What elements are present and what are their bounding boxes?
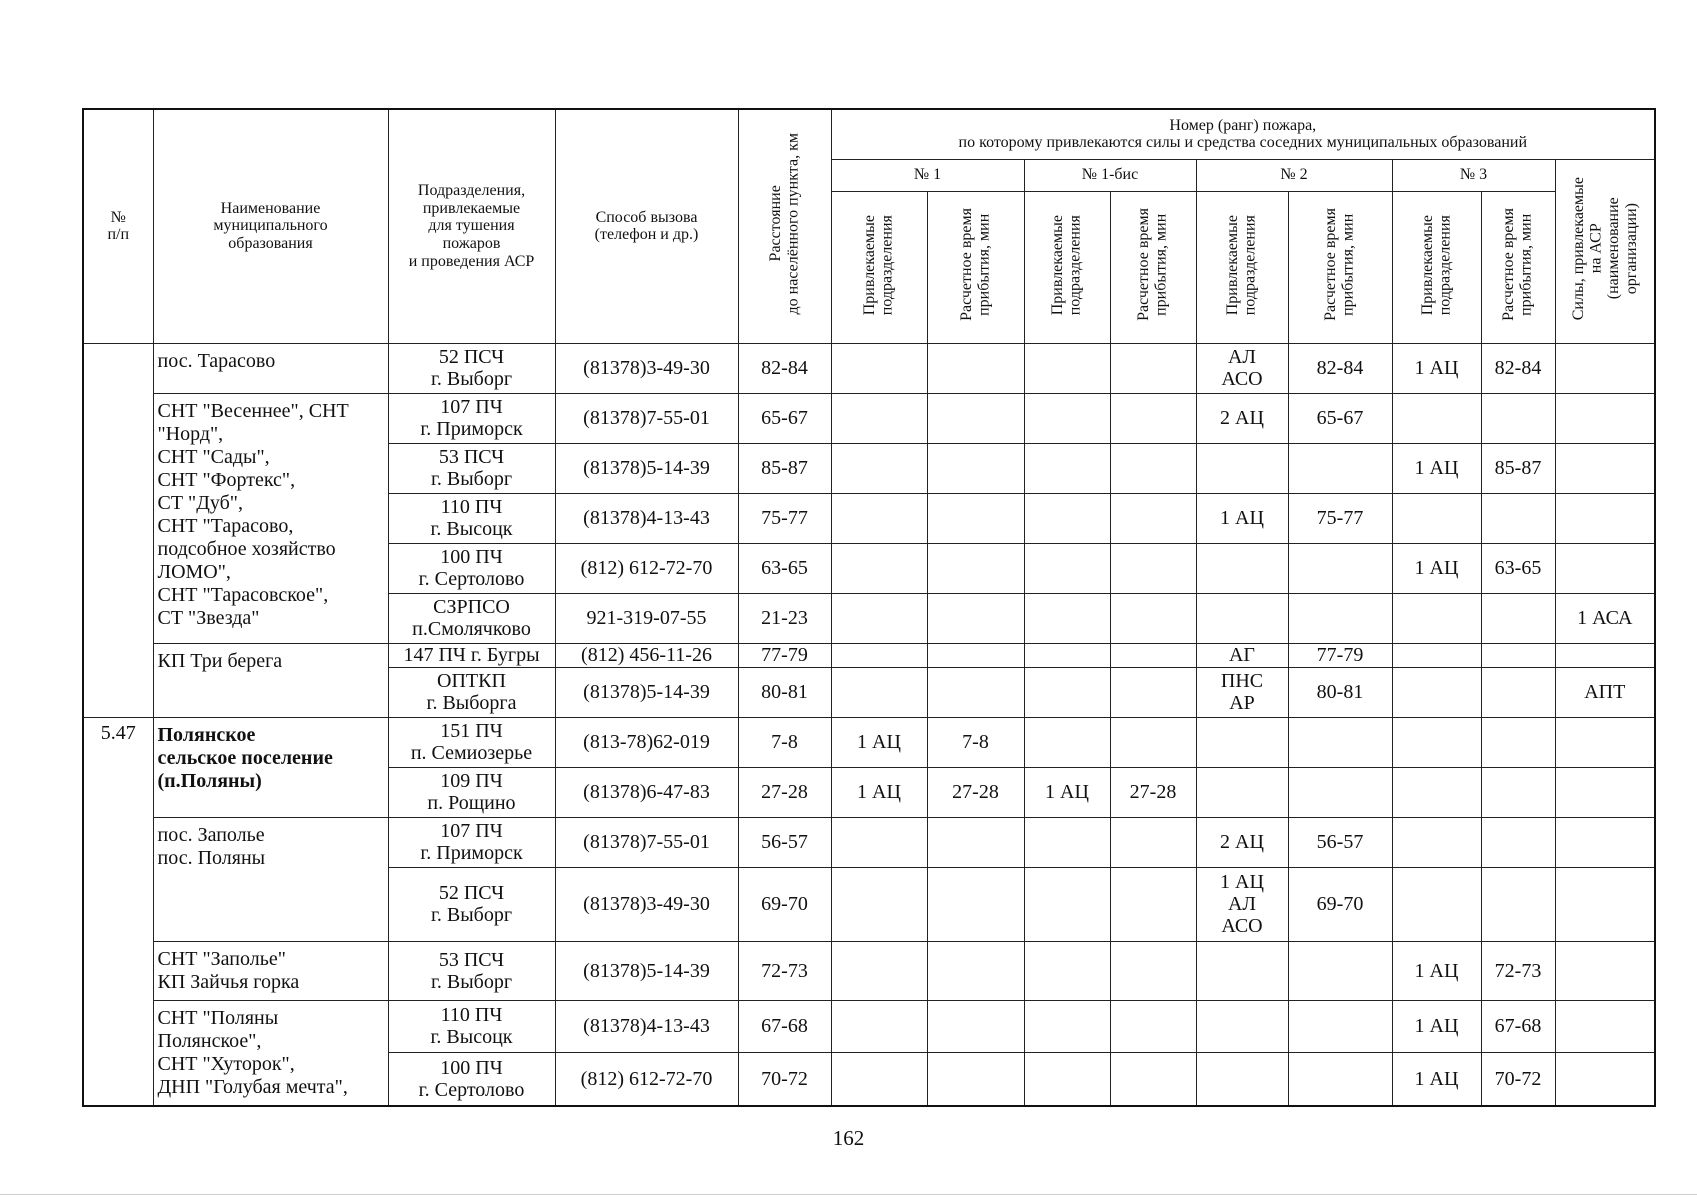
rank-3-time-cell	[1481, 393, 1555, 443]
distance-cell: 21-23	[738, 593, 831, 643]
distance-cell: 67-68	[738, 1000, 831, 1053]
rank-1bis-time-cell	[1110, 343, 1196, 393]
rank-3-units-cell	[1392, 393, 1481, 443]
rank-3-units-cell	[1392, 667, 1481, 717]
rank-1-units-cell	[831, 643, 927, 667]
rank-1-units-cell	[831, 867, 927, 941]
scan-artifact	[0, 1194, 1697, 1195]
rank-2-units-cell	[1196, 1000, 1288, 1053]
header-rank-1-time	[927, 191, 1024, 343]
asr-forces-cell	[1555, 493, 1655, 543]
unit-cell: 100 ПЧ г. Сертолово	[388, 543, 555, 593]
unit-cell: 52 ПСЧ г. Выборг	[388, 343, 555, 393]
header-units: Подразделения, привлекаемые для тушения пожаров и проведения АСР	[388, 109, 555, 343]
table-row	[83, 941, 1655, 1000]
unit-cell: 147 ПЧ г. Бугры	[388, 643, 555, 667]
phone-cell: (812) 612-72-70	[555, 543, 738, 593]
unit-cell: 107 ПЧ г. Приморск	[388, 393, 555, 443]
asr-forces-cell	[1555, 817, 1655, 867]
polyany-places-2-text: СНТ "Заполье" КП Зайчья горка	[157, 947, 300, 993]
rank-2-units-cell: 1 АЦ	[1196, 493, 1288, 543]
rank-1-time-cell	[927, 643, 1024, 667]
header-rank-3: № 3	[1392, 159, 1555, 191]
rank-2-time-cell	[1288, 717, 1392, 767]
phone-cell: (813-78)62-019	[555, 717, 738, 767]
phone-cell: (81378)5-14-39	[555, 667, 738, 717]
rank-1-time-cell	[927, 443, 1024, 493]
section-number: 5.47	[83, 717, 153, 1106]
asr-forces-cell	[1555, 941, 1655, 1000]
distance-cell: 70-72	[738, 1053, 831, 1106]
rank-1bis-time-cell	[1110, 543, 1196, 593]
rank-1-time-cell	[927, 493, 1024, 543]
distance-cell: 7-8	[738, 717, 831, 767]
rank-2-units-cell: АЛ АСО	[1196, 343, 1288, 393]
unit-cell: 53 ПСЧ г. Выборг	[388, 941, 555, 1000]
rank-2-units-cell	[1196, 593, 1288, 643]
rank-1bis-time-cell	[1110, 717, 1196, 767]
tarasovo-places-2	[153, 393, 388, 643]
header-rank-1-time-text: Расчетное время прибытия, мин	[957, 208, 993, 322]
asr-forces-cell	[1555, 343, 1655, 393]
asr-forces-cell	[1555, 717, 1655, 767]
rank-1-time-cell	[927, 667, 1024, 717]
rank-2-units-cell	[1196, 1053, 1288, 1106]
header-rank-2-time-text: Расчетное время прибытия, мин	[1322, 208, 1357, 322]
rank-1bis-units-cell: 1 АЦ	[1024, 767, 1110, 817]
rank-1-units-cell: 1 АЦ	[831, 767, 927, 817]
rank-1bis-units-cell	[1024, 543, 1110, 593]
rank-3-time-cell	[1481, 867, 1555, 941]
rank-3-time-cell	[1481, 493, 1555, 543]
rank-1-time-cell	[927, 1000, 1024, 1053]
rank-2-time-cell	[1288, 767, 1392, 817]
header-rank-3-units	[1392, 191, 1481, 343]
rank-1bis-units-cell	[1024, 393, 1110, 443]
unit-cell: 52 ПСЧ г. Выборг	[388, 867, 555, 941]
rank-3-time-cell: 72-73	[1481, 941, 1555, 1000]
phone-cell: (81378)4-13-43	[555, 493, 738, 543]
rank-2-units-cell	[1196, 941, 1288, 1000]
distance-cell: 72-73	[738, 941, 831, 1000]
rank-2-time-cell	[1288, 1000, 1392, 1053]
rank-1bis-time-cell	[1110, 867, 1196, 941]
rank-2-time-cell	[1288, 443, 1392, 493]
rank-1bis-units-cell	[1024, 343, 1110, 393]
rank-3-units-cell	[1392, 767, 1481, 817]
rank-3-units-cell: 1 АЦ	[1392, 941, 1481, 1000]
rank-3-units-cell: 1 АЦ	[1392, 343, 1481, 393]
phone-cell: (81378)7-55-01	[555, 817, 738, 867]
phone-cell: (81378)3-49-30	[555, 867, 738, 941]
rank-1-units-cell	[831, 593, 927, 643]
phone-cell: (81378)5-14-39	[555, 941, 738, 1000]
rank-3-time-cell	[1481, 643, 1555, 667]
distance-cell: 85-87	[738, 443, 831, 493]
rank-2-time-cell: 75-77	[1288, 493, 1392, 543]
unit-cell: 110 ПЧ г. Высоцк	[388, 1000, 555, 1053]
asr-forces-cell	[1555, 1000, 1655, 1053]
rank-2-time-cell: 56-57	[1288, 817, 1392, 867]
phone-cell: (81378)7-55-01	[555, 393, 738, 443]
rank-1-time-cell	[927, 393, 1024, 443]
rank-2-time-cell	[1288, 941, 1392, 1000]
tarasovo-places-3-text: КП Три берега	[157, 649, 283, 672]
page-number: 162	[832, 1126, 865, 1150]
rank-3-time-cell	[1481, 767, 1555, 817]
header-rank-1bis-units	[1024, 191, 1110, 343]
header-asr-text: Силы, привлекаемые на АСР (наименование организации)	[1569, 177, 1640, 321]
table-body	[83, 343, 1655, 1106]
distance-cell: 65-67	[738, 393, 831, 443]
asr-forces-cell	[1555, 643, 1655, 667]
header-rank-2: № 2	[1196, 159, 1392, 191]
header-rank-1-units	[831, 191, 927, 343]
rank-1bis-units-cell	[1024, 443, 1110, 493]
rank-1-units-cell	[831, 493, 927, 543]
header-distance	[738, 109, 831, 343]
rank-3-time-cell	[1481, 667, 1555, 717]
rank-1bis-time-cell: 27-28	[1110, 767, 1196, 817]
phone-cell: (81378)4-13-43	[555, 1000, 738, 1053]
rank-2-units-cell: ПНС АР	[1196, 667, 1288, 717]
distance-cell: 69-70	[738, 867, 831, 941]
rank-1bis-time-cell	[1110, 593, 1196, 643]
unit-cell: 109 ПЧ п. Рощино	[388, 767, 555, 817]
rank-3-units-cell	[1392, 817, 1481, 867]
distance-cell: 63-65	[738, 543, 831, 593]
rank-1bis-units-cell	[1024, 493, 1110, 543]
rank-1bis-units-cell	[1024, 1000, 1110, 1053]
rank-2-units-cell: 2 АЦ	[1196, 393, 1288, 443]
header-rank-1bis-time-text: Расчетное время прибытия, мин	[1135, 208, 1170, 322]
asr-forces-cell	[1555, 867, 1655, 941]
rank-1bis-units-cell	[1024, 867, 1110, 941]
rank-1-units-cell	[831, 1000, 927, 1053]
rank-1bis-units-cell	[1024, 1053, 1110, 1106]
phone-cell: 921-319-07-55	[555, 593, 738, 643]
header-number: № п/п	[83, 109, 153, 343]
unit-cell: 53 ПСЧ г. Выборг	[388, 443, 555, 493]
polyany-places-1	[153, 817, 388, 941]
rank-1bis-time-cell	[1110, 941, 1196, 1000]
header-mo-name: Наименование муниципального образования	[153, 109, 388, 343]
header-asr	[1555, 159, 1655, 343]
rank-1-time-cell	[927, 867, 1024, 941]
rank-1-units-cell	[831, 393, 927, 443]
rank-3-time-cell	[1481, 593, 1555, 643]
rank-1-units-cell	[831, 941, 927, 1000]
rank-3-units-cell	[1392, 593, 1481, 643]
rank-1-units-cell	[831, 443, 927, 493]
header-rank-3-time	[1481, 191, 1555, 343]
rank-3-units-cell	[1392, 493, 1481, 543]
tarasovo-places-1	[153, 343, 388, 393]
rank-1-time-cell	[927, 941, 1024, 1000]
rank-2-units-cell: АГ	[1196, 643, 1288, 667]
rank-2-time-cell: 77-79	[1288, 643, 1392, 667]
rank-1-time-cell: 7-8	[927, 717, 1024, 767]
rank-1bis-units-cell	[1024, 941, 1110, 1000]
header-fire-rank: Номер (ранг) пожара, по которому привлекаются силы и средства соседних муниципальных образований	[831, 109, 1655, 159]
header-rank-3-time-text: Расчетное время прибытия, мин	[1500, 208, 1535, 322]
header-call-method: Способ вызова (телефон и др.)	[555, 109, 738, 343]
rank-3-units-cell: 1 АЦ	[1392, 1000, 1481, 1053]
rank-1-time-cell	[927, 543, 1024, 593]
header-rank-2-time	[1288, 191, 1392, 343]
distance-cell: 56-57	[738, 817, 831, 867]
rank-2-units-cell	[1196, 767, 1288, 817]
table-row	[83, 343, 1655, 393]
rank-1-time-cell	[927, 1053, 1024, 1106]
rank-3-units-cell: 1 АЦ	[1392, 1053, 1481, 1106]
rank-3-units-cell	[1392, 867, 1481, 941]
rank-3-time-cell: 63-65	[1481, 543, 1555, 593]
rank-1bis-time-cell	[1110, 1000, 1196, 1053]
distance-cell: 80-81	[738, 667, 831, 717]
rank-1bis-time-cell	[1110, 393, 1196, 443]
rank-1-units-cell	[831, 1053, 927, 1106]
tarasovo-places-3	[153, 643, 388, 717]
polyany-places-3-text: СНТ "Поляны Полянское", СНТ "Хуторок", ДНП "Голубая мечта",	[157, 1006, 348, 1098]
rank-1bis-units-cell	[1024, 717, 1110, 767]
table-row	[83, 1000, 1655, 1053]
polyany-title: Полянское сельское поселение (п.Поляны)	[157, 723, 333, 792]
asr-forces-cell	[1555, 1053, 1655, 1106]
table-row	[83, 643, 1655, 667]
rank-3-units-cell	[1392, 717, 1481, 767]
asr-forces-cell	[1555, 393, 1655, 443]
header-rank-2-units	[1196, 191, 1288, 343]
header-distance-text: Расстояние до населённого пункта, км	[766, 133, 802, 315]
rank-1-time-cell: 27-28	[927, 767, 1024, 817]
rank-2-time-cell	[1288, 1053, 1392, 1106]
rank-1bis-units-cell	[1024, 643, 1110, 667]
polyany-places-2	[153, 941, 388, 1000]
header-rank-1-units-text: Привлекаемые подразделения	[861, 214, 896, 315]
phone-cell: (812) 456-11-26	[555, 643, 738, 667]
asr-forces-cell: 1 АСА	[1555, 593, 1655, 643]
rank-2-time-cell	[1288, 543, 1392, 593]
rank-1bis-time-cell	[1110, 667, 1196, 717]
rank-2-time-cell	[1288, 593, 1392, 643]
rank-2-time-cell: 80-81	[1288, 667, 1392, 717]
rank-2-units-cell: 2 АЦ	[1196, 817, 1288, 867]
rank-3-time-cell: 85-87	[1481, 443, 1555, 493]
header-rank-1bis: № 1-бис	[1024, 159, 1196, 191]
table-row	[83, 817, 1655, 867]
rank-3-time-cell	[1481, 717, 1555, 767]
rank-2-time-cell: 69-70	[1288, 867, 1392, 941]
rank-2-units-cell	[1196, 443, 1288, 493]
phone-cell: (81378)6-47-83	[555, 767, 738, 817]
rank-3-units-cell	[1392, 643, 1481, 667]
asr-forces-cell	[1555, 543, 1655, 593]
rank-1bis-time-cell	[1110, 1053, 1196, 1106]
rank-1bis-units-cell	[1024, 593, 1110, 643]
distance-cell: 27-28	[738, 767, 831, 817]
unit-cell: ОПТКП г. Выборга	[388, 667, 555, 717]
rank-1bis-time-cell	[1110, 817, 1196, 867]
unit-cell: 100 ПЧ г. Сертолово	[388, 1053, 555, 1106]
rank-1bis-time-cell	[1110, 643, 1196, 667]
rank-1-units-cell: 1 АЦ	[831, 717, 927, 767]
header-rank-1bis-units-text: Привлекаемые подразделения	[1049, 214, 1084, 315]
rank-1-time-cell	[927, 817, 1024, 867]
rank-3-time-cell: 82-84	[1481, 343, 1555, 393]
rank-2-units-cell: 1 АЦ АЛ АСО	[1196, 867, 1288, 941]
distance-cell: 75-77	[738, 493, 831, 543]
rank-3-time-cell: 70-72	[1481, 1053, 1555, 1106]
fire-forces-table	[82, 108, 1656, 1107]
rank-3-time-cell: 67-68	[1481, 1000, 1555, 1053]
asr-forces-cell: АПТ	[1555, 667, 1655, 717]
distance-cell: 77-79	[738, 643, 831, 667]
rank-1-units-cell	[831, 343, 927, 393]
tarasovo-places-2-text: СНТ "Весеннее", СНТ "Норд", СНТ "Сады", СНТ "Фортекс", СТ "Дуб", СНТ "Тарасово, подсобное хозяйство ЛОМО", СНТ "Тарасовское", СТ "Звезда"	[157, 399, 349, 629]
unit-cell: 107 ПЧ г. Приморск	[388, 817, 555, 867]
rank-2-time-cell: 82-84	[1288, 343, 1392, 393]
phone-cell: (812) 612-72-70	[555, 1053, 738, 1106]
rank-1-time-cell	[927, 593, 1024, 643]
rank-1bis-time-cell	[1110, 493, 1196, 543]
header-rank-2-units-text: Привлекаемые подразделения	[1224, 214, 1259, 315]
header-rank-1bis-time	[1110, 191, 1196, 343]
table-row	[83, 393, 1655, 443]
rank-1bis-units-cell	[1024, 667, 1110, 717]
rank-1bis-units-cell	[1024, 817, 1110, 867]
header-rank-1: № 1	[831, 159, 1024, 191]
rank-2-time-cell: 65-67	[1288, 393, 1392, 443]
phone-cell: (81378)5-14-39	[555, 443, 738, 493]
unit-cell: 110 ПЧ г. Высоцк	[388, 493, 555, 543]
header-rank-3-units-text: Привлекаемые подразделения	[1418, 214, 1454, 315]
table-row	[83, 717, 1655, 767]
rank-3-units-cell: 1 АЦ	[1392, 443, 1481, 493]
unit-cell: СЗРПСО п.Смолячково	[388, 593, 555, 643]
distance-cell: 82-84	[738, 343, 831, 393]
phone-cell: (81378)3-49-30	[555, 343, 738, 393]
rank-1-units-cell	[831, 667, 927, 717]
row-number-empty	[83, 343, 153, 717]
unit-cell: 151 ПЧ п. Семиозерье	[388, 717, 555, 767]
rank-3-time-cell	[1481, 817, 1555, 867]
rank-1-time-cell	[927, 343, 1024, 393]
rank-1bis-time-cell	[1110, 443, 1196, 493]
tarasovo-places-1-text: пос. Тарасово	[157, 349, 276, 372]
rank-2-units-cell	[1196, 543, 1288, 593]
asr-forces-cell	[1555, 767, 1655, 817]
rank-1-units-cell	[831, 817, 927, 867]
rank-2-units-cell	[1196, 717, 1288, 767]
rank-3-units-cell: 1 АЦ	[1392, 543, 1481, 593]
polyany-title-cell	[153, 717, 388, 817]
rank-1-units-cell	[831, 543, 927, 593]
polyany-places-1-text: пос. Заполье пос. Поляны	[157, 823, 266, 869]
polyany-places-3	[153, 1000, 388, 1106]
asr-forces-cell	[1555, 443, 1655, 493]
